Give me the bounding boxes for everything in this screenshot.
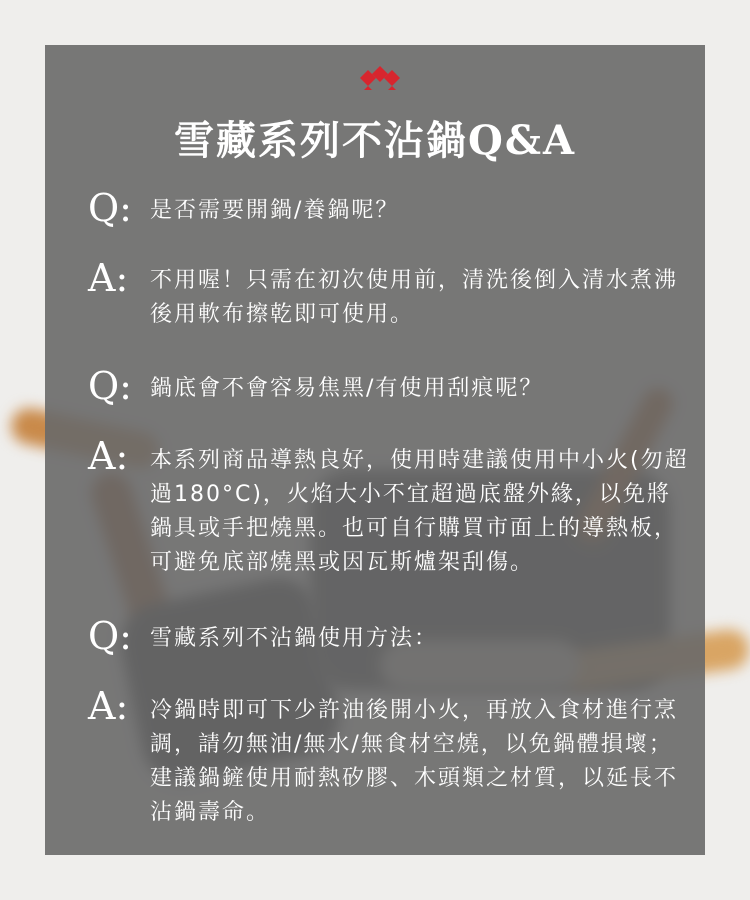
answer-text: 本系列商品導熱良好，使用時建議使用中小火(勿超過180°C)，火焰大小不宜超過底盤外緣，以免將鍋具或手把燒黑。也可自行購買市面上的導熱板，可避免底部燒黑或因瓦斯爐架刮傷。 <box>150 448 689 575</box>
question-1 <box>88 186 688 232</box>
a-mark: A: <box>88 684 129 728</box>
brand-logo-icon <box>354 66 406 94</box>
a-mark: A: <box>88 256 129 300</box>
answer-text: 冷鍋時即可下少許油後開小火，再放入食材進行烹調，請勿無油/無水/無食材空燒，以免鍋體損壞；建議鍋鏟使用耐熱矽膠、木頭類之材質，以延長不沾鍋壽命。 <box>150 698 679 825</box>
q-mark: Q: <box>88 614 132 658</box>
answer-3 <box>88 684 688 830</box>
question-3 <box>88 614 688 660</box>
answer-2 <box>88 434 689 580</box>
question-text: 是否需要開鍋/養鍋呢？ <box>150 198 400 223</box>
question-text: 鍋底會不會容易焦黑/有使用刮痕呢？ <box>150 376 544 401</box>
answer-text: 不用喔！只需在初次使用前，清洗後倒入清水煮沸後用軟布擦乾即可使用。 <box>150 268 679 327</box>
question-2 <box>88 364 688 410</box>
q-mark: Q: <box>88 364 132 408</box>
question-text: 雪藏系列不沾鍋使用方法： <box>150 626 439 651</box>
q-mark: Q: <box>88 186 132 230</box>
a-mark: A: <box>88 434 129 478</box>
page-title: 雪藏系列不沾鍋Q&A <box>174 117 576 164</box>
answer-1 <box>88 256 688 334</box>
